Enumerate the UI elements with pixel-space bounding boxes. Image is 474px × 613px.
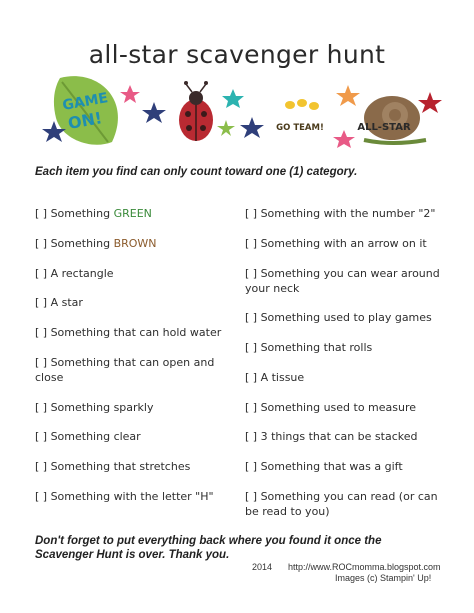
checklist-item: [ ] Something with an arrow on it <box>245 237 427 250</box>
checklist-item: [ ] Something you can read (or can be read to you) <box>245 490 438 518</box>
checklist-item: [ ] Something clear <box>35 430 141 443</box>
checklist-item: [ ] Something that can open and close <box>35 356 215 384</box>
credit-year: 2014 <box>252 562 273 572</box>
checklist-item: [ ] Something that was a gift <box>245 460 403 473</box>
checklist-item: [ ] Something used to measure <box>245 401 417 414</box>
checklist-item: [ ] Something used to play games <box>245 311 432 324</box>
star-icon <box>120 85 140 103</box>
checklist-item: [ ] Something you can wear around your neck <box>245 267 440 295</box>
game-on-leaf-icon <box>54 76 118 145</box>
checklist-item: [ ] Something that can hold water <box>35 326 222 339</box>
checklist-item: [ ] 3 things that can be stacked <box>245 430 418 443</box>
star-icon <box>418 92 442 113</box>
ladybug-icon <box>179 81 213 141</box>
game-on-text-1: GAME <box>61 90 110 114</box>
page-title: all-star scavenger hunt <box>88 40 386 69</box>
star-icon <box>222 89 244 108</box>
star-icon <box>336 85 360 106</box>
footer-note: Don't forget to put everything back where you found it once the Scavenger Hunt is over. Thank you. <box>35 535 382 561</box>
highlight-brown: BROWN <box>113 237 157 250</box>
checklist-item: [ ] Something that stretches <box>35 460 191 473</box>
star-icon <box>142 102 166 123</box>
checklist-item: [ ] Something with the number "2" <box>245 207 436 220</box>
checklist-item: [ ] A rectangle <box>35 267 114 280</box>
credit-images: Images (c) Stampin' Up! <box>335 573 432 583</box>
snail-icon <box>357 96 426 143</box>
checklist-item: [ ] Something GREEN <box>35 207 152 220</box>
checklist-item: [ ] Something with the letter "H" <box>35 490 214 503</box>
highlight-green: GREEN <box>113 207 152 220</box>
checklist-item: [ ] Something that rolls <box>245 341 373 354</box>
credit-url: http://www.ROCmomma.blogspot.com <box>288 562 441 572</box>
go-team-bees-icon <box>276 99 324 133</box>
checklist-item: [ ] A tissue <box>245 371 305 384</box>
star-icon <box>217 120 235 136</box>
star-icon <box>240 117 264 138</box>
go-team-text: GO TEAM! <box>276 123 324 133</box>
star-icon <box>333 130 355 148</box>
checklist-item: [ ] Something sparkly <box>35 401 154 414</box>
instruction-text: Each item you find can only count toward one (1) category. <box>35 166 358 178</box>
checklist-item: [ ] A star <box>35 296 83 309</box>
checklist-item: [ ] Something BROWN <box>35 237 157 250</box>
all-star-text: ALL-STAR <box>357 122 411 133</box>
game-on-text-2: ON! <box>66 108 104 133</box>
banner-illustration <box>0 70 474 155</box>
